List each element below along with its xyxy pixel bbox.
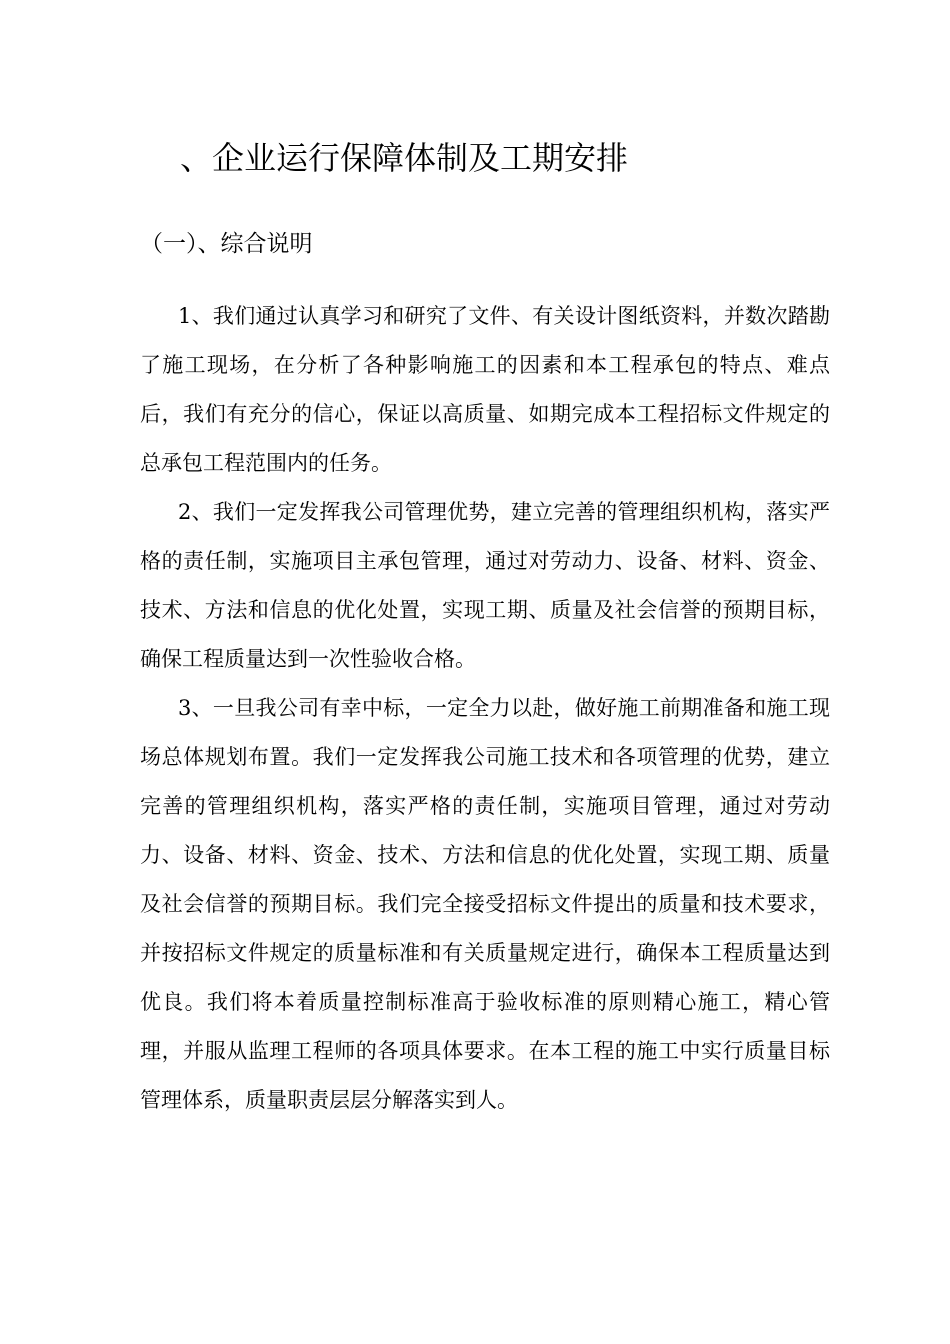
document-body [140, 292, 830, 1125]
paragraph-3: 3、一旦我公司有幸中标，一定全力以赴，做好施工前期准备和施工现场总体规划布置。我们一定发挥我公司施工技术和各项管理的优势，建立完善的管理组织机构，落实严格的责任制，实施项目管理，通过对劳动力、设备、材料、资金、技术、方法和信息的优化处置，实现工期、质量及社会信誉的预期目标。我们完全接受招标文件提出的质量和技术要求，并按招标文件规定的质量标准和有关质量规定进行，确保本工程质量达到优良。我们将本着质量控制标准高于验收标准的原则精心施工，精心管理，并服从监理工程师的各项具体要求。在本工程的施工中实行质量目标管理体系，质量职责层层分解落实到人。 [140, 696, 830, 1112]
paragraph-2: 2、我们一定发挥我公司管理优势，建立完善的管理组织机构，落实严格的责任制，实施项目主承包管理，通过对劳动力、设备、材料、资金、技术、方法和信息的优化处置，实现工期、质量及社会信誉的预期目标，确保工程质量达到一次性验收合格。 [140, 500, 830, 671]
paragraph-1: 1、我们通过认真学习和研究了文件、有关设计图纸资料，并数次踏勘了施工现场，在分析了各种影响施工的因素和本工程承包的特点、难点后，我们有充分的信心，保证以高质量、如期完成本工程招标文件规定的总承包工程范围内的任务。 [140, 304, 830, 475]
section-heading: （一）、综合说明 [140, 231, 313, 257]
document-title: 、企业运行保障体制及工期安排 [180, 139, 629, 177]
